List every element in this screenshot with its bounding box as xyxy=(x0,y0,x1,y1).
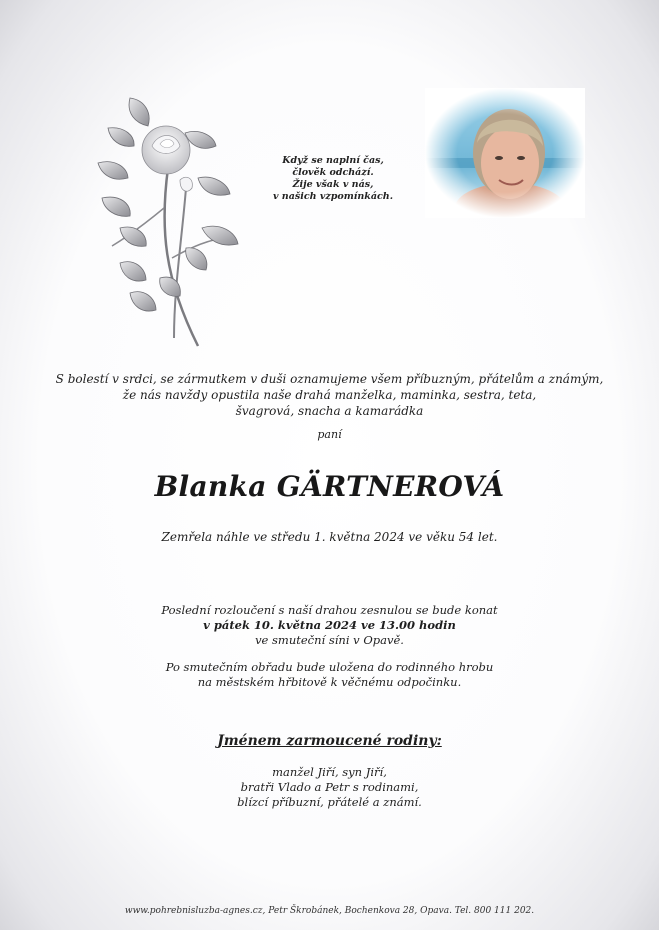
footer-contact: www.pohrebnisluzba-agnes.cz, Petr Škrobánek, Bochenkova 28, Opava. Tel. 800 111 202. xyxy=(124,906,535,916)
announcement-text xyxy=(40,371,619,419)
rose-illustration xyxy=(90,88,250,358)
funeral-intro: Poslední rozloučení s naší drahou zesnulou se bude konat xyxy=(161,603,498,617)
deceased-name: Blanka GÄRTNEROVÁ xyxy=(154,470,505,503)
portrait-photo xyxy=(425,88,585,218)
funeral-date-time: v pátek 10. května 2024 ve 13.00 hodin xyxy=(203,618,456,632)
honorific: paní xyxy=(317,428,342,441)
poem-line: Žije však v nás, xyxy=(292,179,374,190)
family-list xyxy=(0,765,659,810)
announcement-line: švagrová, snacha a kamarádka xyxy=(235,404,424,418)
burial-line: Po smutečním obřadu bude uložena do rodinného hrobu xyxy=(165,660,494,674)
family-line: blízcí příbuzní, přátelé a známí. xyxy=(237,795,422,809)
family-heading: Jménem zarmoucené rodiny: xyxy=(217,733,442,749)
poem-line: člověk odchází. xyxy=(292,167,374,178)
poem-line: Když se naplní čas, xyxy=(282,155,384,166)
death-notice: Zemřela náhle ve středu 1. května 2024 ve věku 54 let. xyxy=(161,530,498,544)
burial-line: na městském hřbitově k věčnému odpočinku. xyxy=(197,675,462,689)
burial-info xyxy=(0,660,659,690)
poem-line: v našich vzpomínkách. xyxy=(272,191,394,202)
funeral-place: ve smuteční síni v Opavě. xyxy=(255,633,404,647)
memorial-poem xyxy=(248,155,418,203)
announcement-line: že nás navždy opustila naše drahá manželka, maminka, sestra, teta, xyxy=(122,388,537,402)
family-line: bratři Vlado a Petr s rodinami, xyxy=(240,780,419,794)
family-line: manžel Jiří, syn Jiří, xyxy=(272,765,387,779)
announcement-line: S bolestí v srdci, se zármutkem v duši oznamujeme všem příbuzným, přátelům a známým, xyxy=(55,372,604,386)
funeral-info xyxy=(0,603,659,648)
